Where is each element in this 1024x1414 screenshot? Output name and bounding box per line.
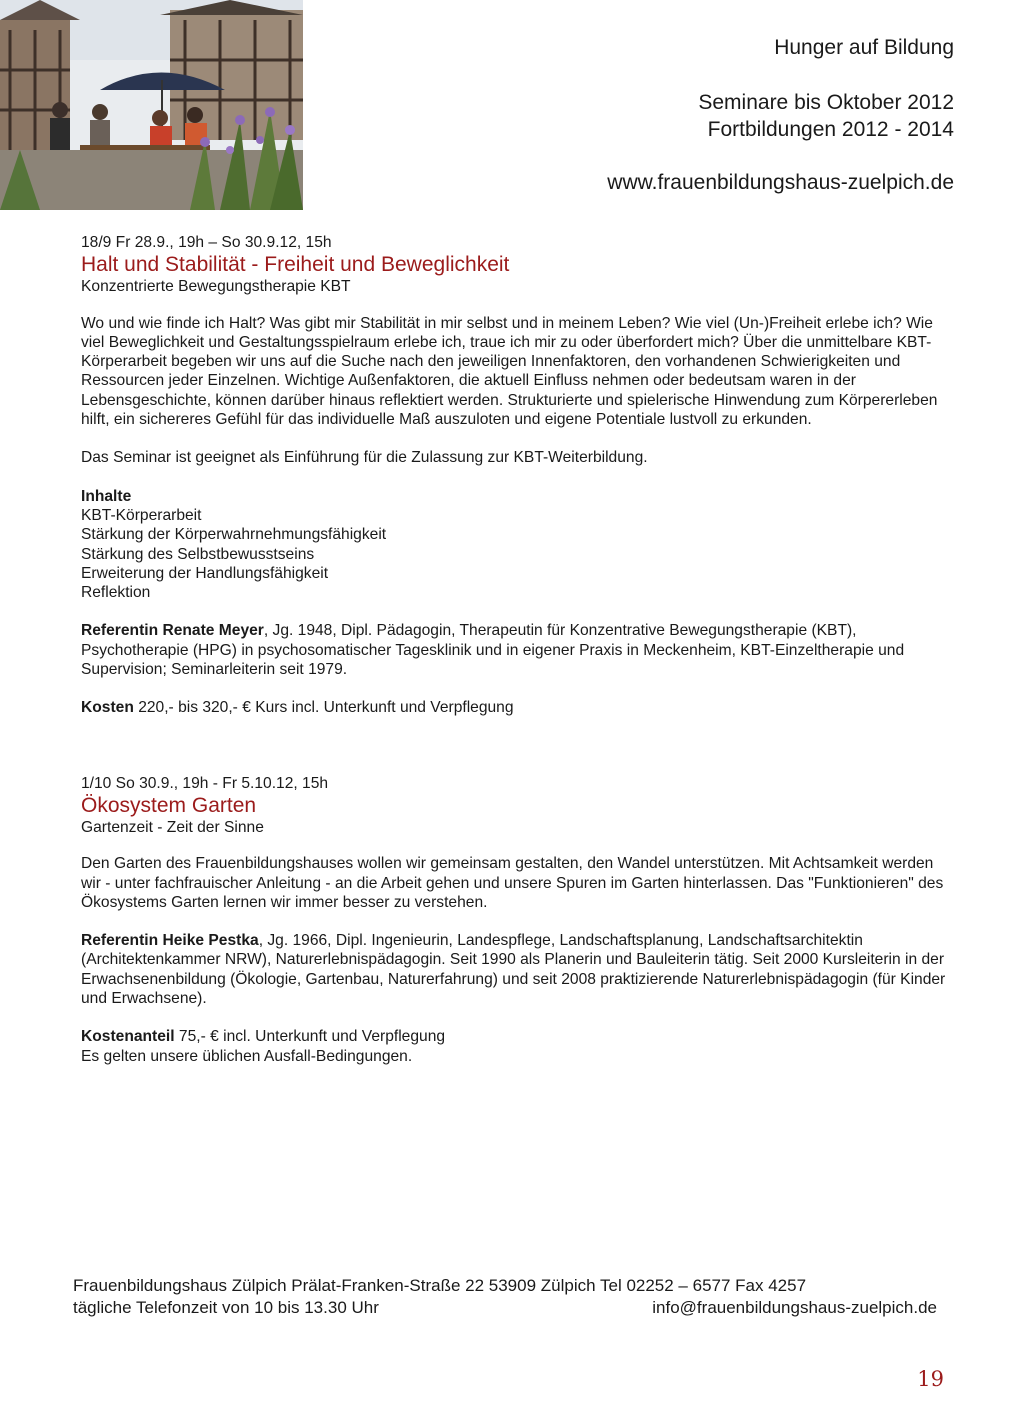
footer [73, 1275, 937, 1319]
speaker-text: , Jg. 1948, Dipl. Pädagogin, Therapeutin für Konzentrative Bewegungstherapie (KBT), Psychotherapie (HPG) in psychosomatischer Tagesklinik und in eigener Praxis in Meckenheim, KBT-Einzeltherapie und Supervision; Seminarleiterin seit 1979. [81, 622, 905, 679]
seminar-date: 1/10 So 30.9., 19h - Fr 5.10.12, 15h [81, 774, 329, 792]
cost-label: Kostenanteil [81, 1028, 175, 1046]
seminar-cost [81, 1027, 951, 1046]
seminar-title: Ökosystem Garten [81, 793, 257, 817]
seminar-note: Das Seminar ist geeignet als Einführung für die Zulassung zur KBT-Weiterbildung. [81, 449, 648, 467]
seminar-1 [81, 233, 951, 718]
header-title: Hunger auf Bildung [774, 36, 954, 59]
seminar-title: Halt und Stabilität - Freiheit und Beweglichkeit [81, 253, 510, 277]
seminar-speaker [81, 931, 951, 1008]
cost-label: Kosten [81, 699, 134, 717]
header-url[interactable]: www.frauenbildungshaus-zuelpich.de [607, 171, 954, 194]
contents-item: Reflektion [81, 584, 151, 602]
header-photo [0, 0, 303, 210]
contents-item: Erweiterung der Handlungsfähigkeit [81, 564, 329, 582]
speaker-text: , Jg. 1966, Dipl. Ingenieurin, Landespflege, Landschaftsplanung, Landschaftsarchitektin (Architektenkammer NRW), Naturerlebnispädagogin. Seit 1990 als Planerin und Bauleiterin tätig. Seit 2000 Kursleiterin in der Erwachsenenbildung (Ökologie, Gartenbau, Naturerfahrung) und seit 2008 praktizierende Naturerlebnispädagogin (für Kinder und Erwachsene). [81, 932, 946, 1008]
contents-item: Stärkung der Körperwahrnehmungsfähigkeit [81, 526, 387, 544]
seminar-description: Den Garten des Frauenbildungshauses wollen wir gemeinsam gestalten, den Wandel unterstützen. Mit Achtsamkeit werden wir - unter fachfrauischer Anleitung - an die Arbeit gehen und unsere Spuren im Garten hinterlassen. Das "Funktionieren" des Ökosystems Garten lernen wir immer besser zu verstehen. [81, 855, 944, 911]
seminar-subtitle: Gartenzeit - Zeit der Sinne [81, 818, 264, 836]
seminar-description: Wo und wie finde ich Halt? Was gibt mir Stabilität in mir selbst und in meinem Leben? Wie viel (Un-)Freiheit erlebe ich? Wie viel Beweglichkeit und Gestaltungsspielraum erlebe ich, traue ich mir zu oder überfordert mich? Über die unmittelbare KBT-Körperarbeit begeben wir uns auf die Suche nach den jeweiligen Innenfaktoren, den vorhandenen Schwierigkeiten und Ressourcen jeder Einzelnen. Wichtige Außenfaktoren, die aktuell Einfluss nehmen oder bedeutsam waren in der Lebensgeschichte, können darüber hinaus reflektiert werden. Strukturierte und spielerische Hinwendung zum Körpererleben hilft, ein sichereres Gefühl für das individuelle Maß auszuloten und eigene Potentiale lustvoll zu erkunden. [81, 314, 938, 429]
page-number: 19 [917, 1367, 944, 1391]
header-trainings: Fortbildungen 2012 - 2014 [707, 118, 954, 141]
cost-text: 220,- bis 320,- € Kurs incl. Unterkunft und Verpflegung [133, 699, 514, 717]
seminar-contents [81, 487, 951, 603]
seminar-date: 18/9 Fr 28.9., 19h – So 30.9.12, 15h [81, 234, 332, 251]
header-seminars: Seminare bis Oktober 2012 [698, 91, 954, 114]
contents-heading: Inhalte [81, 487, 132, 505]
header [607, 34, 954, 196]
content [81, 233, 951, 1066]
footer-phone-hours: tägliche Telefonzeit von 10 bis 13.30 Uhr [73, 1298, 379, 1317]
seminar-cost [81, 698, 951, 717]
contents-item: Stärkung des Selbstbewusstseins [81, 545, 315, 563]
seminar-conditions: Es gelten unsere üblichen Ausfall-Bedingungen. [81, 1047, 413, 1065]
footer-email[interactable]: info@frauenbildungshaus-zuelpich.de [652, 1298, 937, 1317]
speaker-label: Referentin Renate Meyer [81, 622, 264, 640]
seminar-2 [81, 774, 951, 1066]
contents-item: KBT-Körperarbeit [81, 506, 202, 524]
footer-address: Frauenbildungshaus Zülpich Prälat-Franken-Straße 22 53909 Zülpich Tel 02252 – 6577 Fax 4257 [73, 1276, 807, 1295]
cost-text: 75,- € incl. Unterkunft und Verpflegung [174, 1028, 446, 1046]
seminar-speaker [81, 621, 951, 679]
seminar-subtitle: Konzentrierte Bewegungstherapie KBT [81, 278, 351, 296]
speaker-label: Referentin Heike Pestka [81, 932, 259, 950]
